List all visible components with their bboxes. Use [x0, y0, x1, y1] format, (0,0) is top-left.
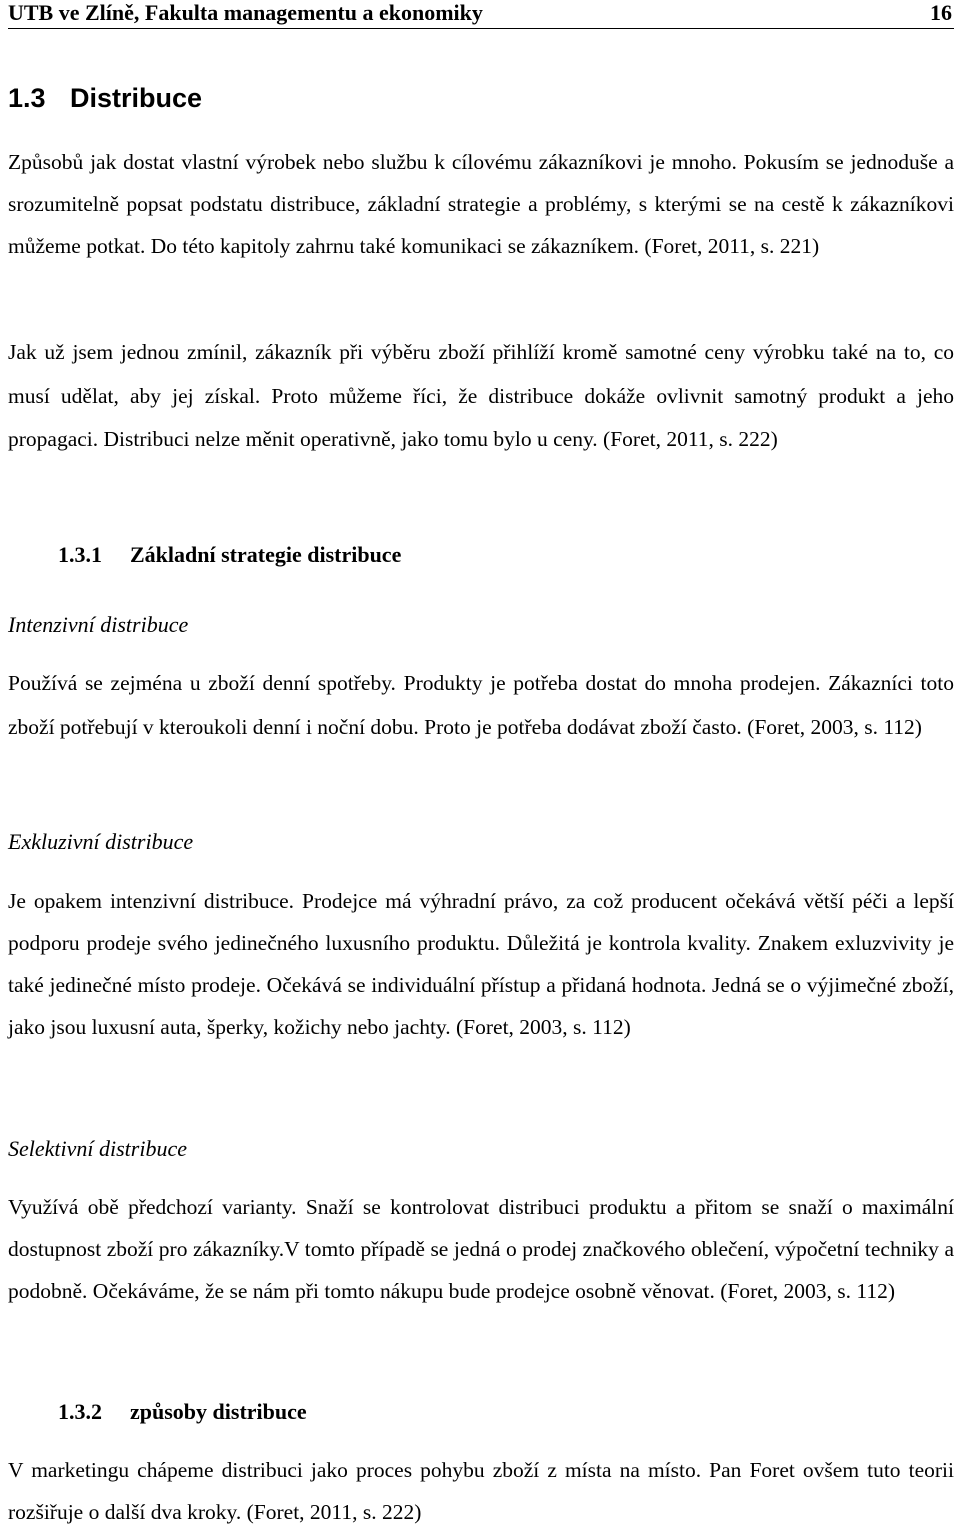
- subsection-title: způsoby distribuce: [130, 1399, 307, 1424]
- heading-intensive: Intenzivní distribuce: [8, 612, 189, 637]
- section-heading: [8, 80, 202, 116]
- paragraph-intro: Způsobů jak dostat vlastní výrobek nebo službu k cílovému zákazníkovi je mnoho. Pokusím se jednoduše a srozumitelně popsat podstatu distribuce, základní strategie a problémy, s kterými se na cestě k zákazníkovi můžeme potkat. Do této kapitoly zahrnu také komunikaci se zákazníkem. (Foret, 2011, s. 221): [8, 150, 954, 258]
- paragraph-selective: Využívá obě předchozí varianty. Snaží se kontrolovat distribuci produktu a přitom se snaží o maximální dostupnost zboží pro zákazníky.V tomto případě se jedná o prodej značkového oblečení, výpočetní techniky a podobně. Očekáváme, že se nám při tomto nákupu bude prodejce osobně věnovat. (Foret, 2003, s. 112): [8, 1195, 954, 1303]
- subsection-number: 1.3.1: [58, 542, 102, 567]
- paragraph-intensive: Používá se zejména u zboží denní spotřeby. Produkty je potřeba dostat do mnoha prodejen. Zákazníci toto zboží potřebují v kteroukoli denní i noční dobu. Proto je potřeba dodávat zboží často. (Foret, 2003, s. 112): [8, 671, 954, 739]
- section-number: 1.3: [8, 83, 46, 113]
- paragraph-exclusive: Je opakem intenzivní distribuce. Prodejce má výhradní právo, za což producent očekává větší péči a lepší podporu prodeje svého jedinečného luxusního produktu. Důležitá je kontrola kvality. Znakem exluzvivity je také jedinečné místo prodeje. Očekává se individuální přístup a přidaná hodnota. Jedná se o výjimečné zboží, jako jsou luxusní auta, šperky, kožichy nebo jachty. (Foret, 2003, s. 112): [8, 889, 954, 1039]
- subsection-title: Základní strategie distribuce: [130, 542, 402, 567]
- subsection-heading-strategies: [58, 540, 401, 570]
- page-number: 16: [930, 0, 952, 25]
- heading-exclusive: Exkluzivní distribuce: [8, 829, 194, 854]
- header-title: UTB ve Zlíně, Fakulta managementu a ekonomiky: [8, 0, 483, 25]
- running-header: [8, 0, 954, 29]
- section-title: Distribuce: [70, 83, 203, 113]
- subsection-heading-methods: [58, 1397, 307, 1427]
- paragraph-customer: Jak už jsem jednou zmínil, zákazník při výběru zboží přihlíží kromě samotné ceny výrobku také na to, co musí udělat, aby jej získal. Proto můžeme říci, že distribuce dokáže ovlivnit samotný produkt a jeho propagaci. Distribuci nelze měnit operativně, jako tomu bylo u ceny. (Foret, 2011, s. 222): [8, 340, 954, 452]
- heading-selective: Selektivní distribuce: [8, 1136, 187, 1161]
- paragraph-methods: V marketingu chápeme distribuci jako proces pohybu zboží z místa na místo. Pan Foret ovšem tuto teorii rozšiřuje o další dva kroky. (Foret, 2011, s. 222): [8, 1458, 954, 1524]
- subsection-number: 1.3.2: [58, 1399, 102, 1424]
